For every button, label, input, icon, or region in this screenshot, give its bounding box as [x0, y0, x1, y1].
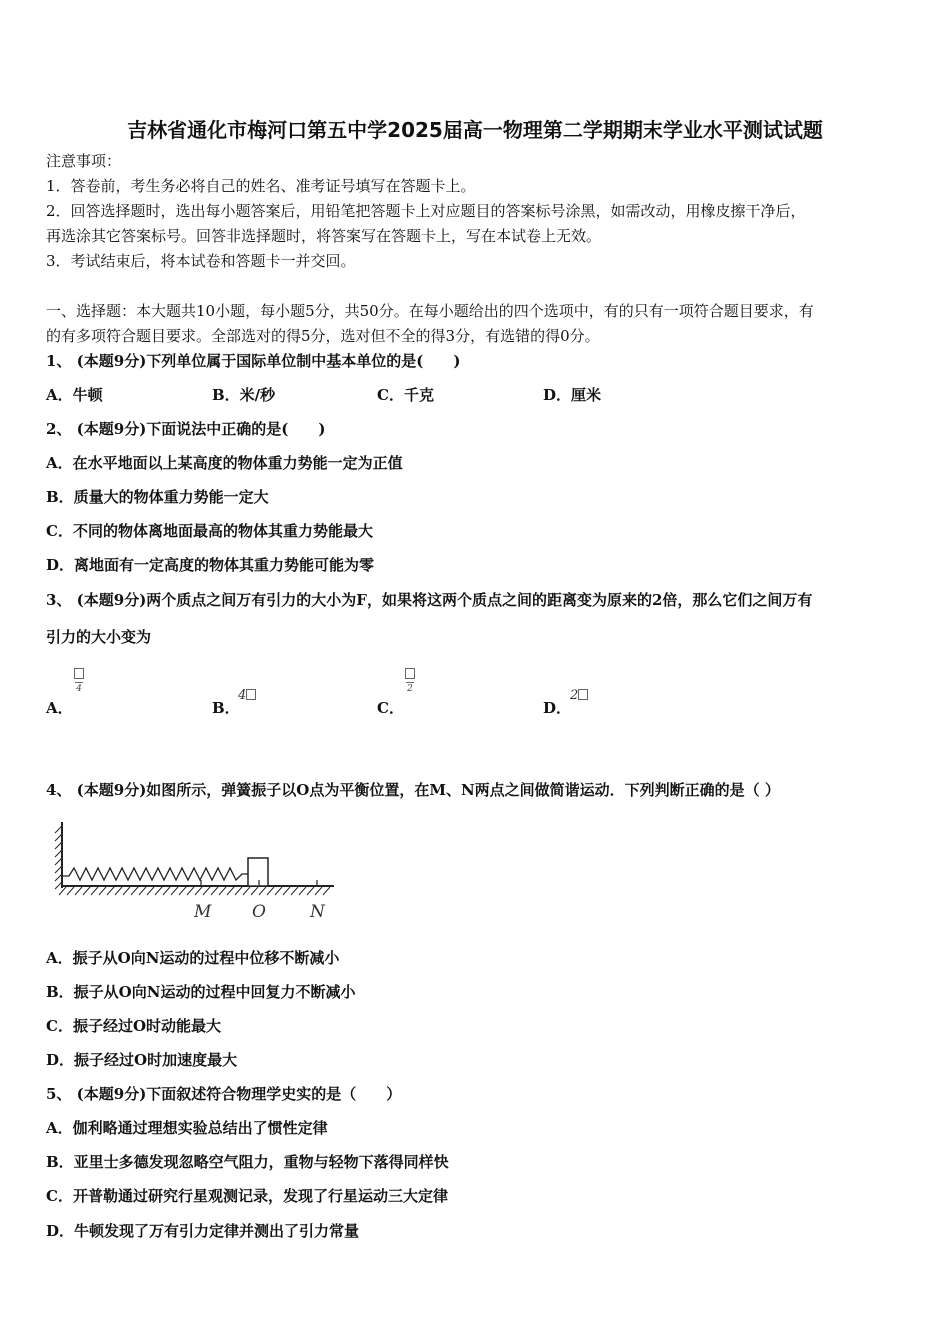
notice-item: 1．答卷前，考生务必将自己的姓名、准考证号填写在答题卡上。: [46, 177, 476, 195]
spring: [63, 868, 248, 880]
q1-option-c: C．千克: [377, 386, 434, 404]
label-m: M: [194, 902, 212, 922]
question-4-stem: 4、 (本题9分)如图所示，弹簧振子以O点为平衡位置，在M、N两点之间做简谐运动．下列判断正确的是（ ）: [46, 781, 780, 799]
oscillator-block: [248, 858, 268, 886]
q1-option-a: A．牛顿: [46, 386, 103, 404]
missing-glyph-icon: [246, 689, 256, 700]
q4-option-d: D．振子经过O时加速度最大: [46, 1051, 238, 1069]
q4-option-c: C．振子经过O时动能最大: [46, 1017, 222, 1035]
q1-option-b: B．米/秒: [212, 386, 276, 404]
notice-heading: 注意事项：: [46, 152, 122, 170]
q2-option-a: A．在水平地面以上某高度的物体重力势能一定为正值: [46, 454, 403, 472]
q2-option-d: D．离地面有一定高度的物体其重力势能可能为零: [46, 556, 375, 574]
q5-option-a: A．伽利略通过理想实验总结出了惯性定律: [46, 1119, 328, 1137]
section-intro: 的有多项符合题目要求。全部选对的得5分，选对但不全的得3分，有选错的得0分。: [46, 327, 600, 345]
question-1-stem: 1、 (本题9分)下列单位属于国际单位制中基本单位的是( ): [46, 352, 461, 370]
question-2-stem: 2、 (本题9分)下面说法中正确的是( ): [46, 420, 326, 438]
q4-option-b: B．振子从O向N运动的过程中回复力不断减小: [46, 983, 356, 1001]
question-3-stem: 3、 (本题9分)两个质点之间万有引力的大小为F，如果将这两个质点之间的距离变为原来的2倍，那么它们之间万有: [46, 591, 813, 609]
notice-item: 2．回答选择题时，选出每小题答案后，用铅笔把答题卡上对应题目的答案标号涂黑，如需改动，用橡皮擦干净后，: [46, 202, 806, 220]
q3-option-a-fraction: 4: [74, 668, 84, 694]
label-n: N: [310, 902, 325, 922]
q3-option-d-expr: 2: [570, 684, 588, 706]
q1-option-d: D．厘米: [543, 386, 602, 404]
missing-glyph-icon: [405, 668, 415, 679]
section-intro: 一、选择题：本大题共10小题，每小题5分，共50分。在每小题给出的四个选项中，有的只有一项符合题目要求，有: [46, 302, 814, 320]
missing-glyph-icon: [74, 668, 84, 679]
spring-oscillator-figure: [52, 818, 342, 924]
q4-option-a: A．振子从O向N运动的过程中位移不断减小: [46, 949, 340, 967]
q3-option-d-label: D．: [543, 699, 572, 717]
question-3-stem: 引力的大小变为: [46, 628, 152, 646]
label-o: O: [252, 902, 266, 922]
notice-item: 3．考试结束后，将本试卷和答题卡一并交回。: [46, 252, 356, 270]
missing-glyph-icon: [578, 689, 588, 700]
q3-option-b-expr: 4: [238, 684, 256, 706]
q3-option-a-label: A．: [46, 699, 73, 717]
q3-option-c-label: C．: [377, 699, 404, 717]
q5-option-d: D．牛顿发现了万有引力定律并测出了引力常量: [46, 1222, 360, 1240]
q5-option-b: B．亚里士多德发现忽略空气阻力，重物与轻物下落得同样快: [46, 1153, 449, 1171]
question-5-stem: 5、 (本题9分)下面叙述符合物理学史实的是（ ）: [46, 1085, 402, 1103]
page-title: 吉林省通化市梅河口第五中学2025届高一物理第二学期期末学业水平测试试题: [127, 118, 823, 142]
q5-option-c: C．开普勒通过研究行星观测记录，发现了行星运动三大定律: [46, 1187, 448, 1205]
notice-item: 再选涂其它答案标号。回答非选择题时，将答案写在答题卡上，写在本试卷上无效。: [46, 227, 602, 245]
q2-option-c: C．不同的物体离地面最高的物体其重力势能最大: [46, 522, 373, 540]
q2-option-b: B．质量大的物体重力势能一定大: [46, 488, 269, 506]
q3-option-c-fraction: 2: [405, 668, 415, 694]
q3-option-b-label: B．: [212, 699, 240, 717]
